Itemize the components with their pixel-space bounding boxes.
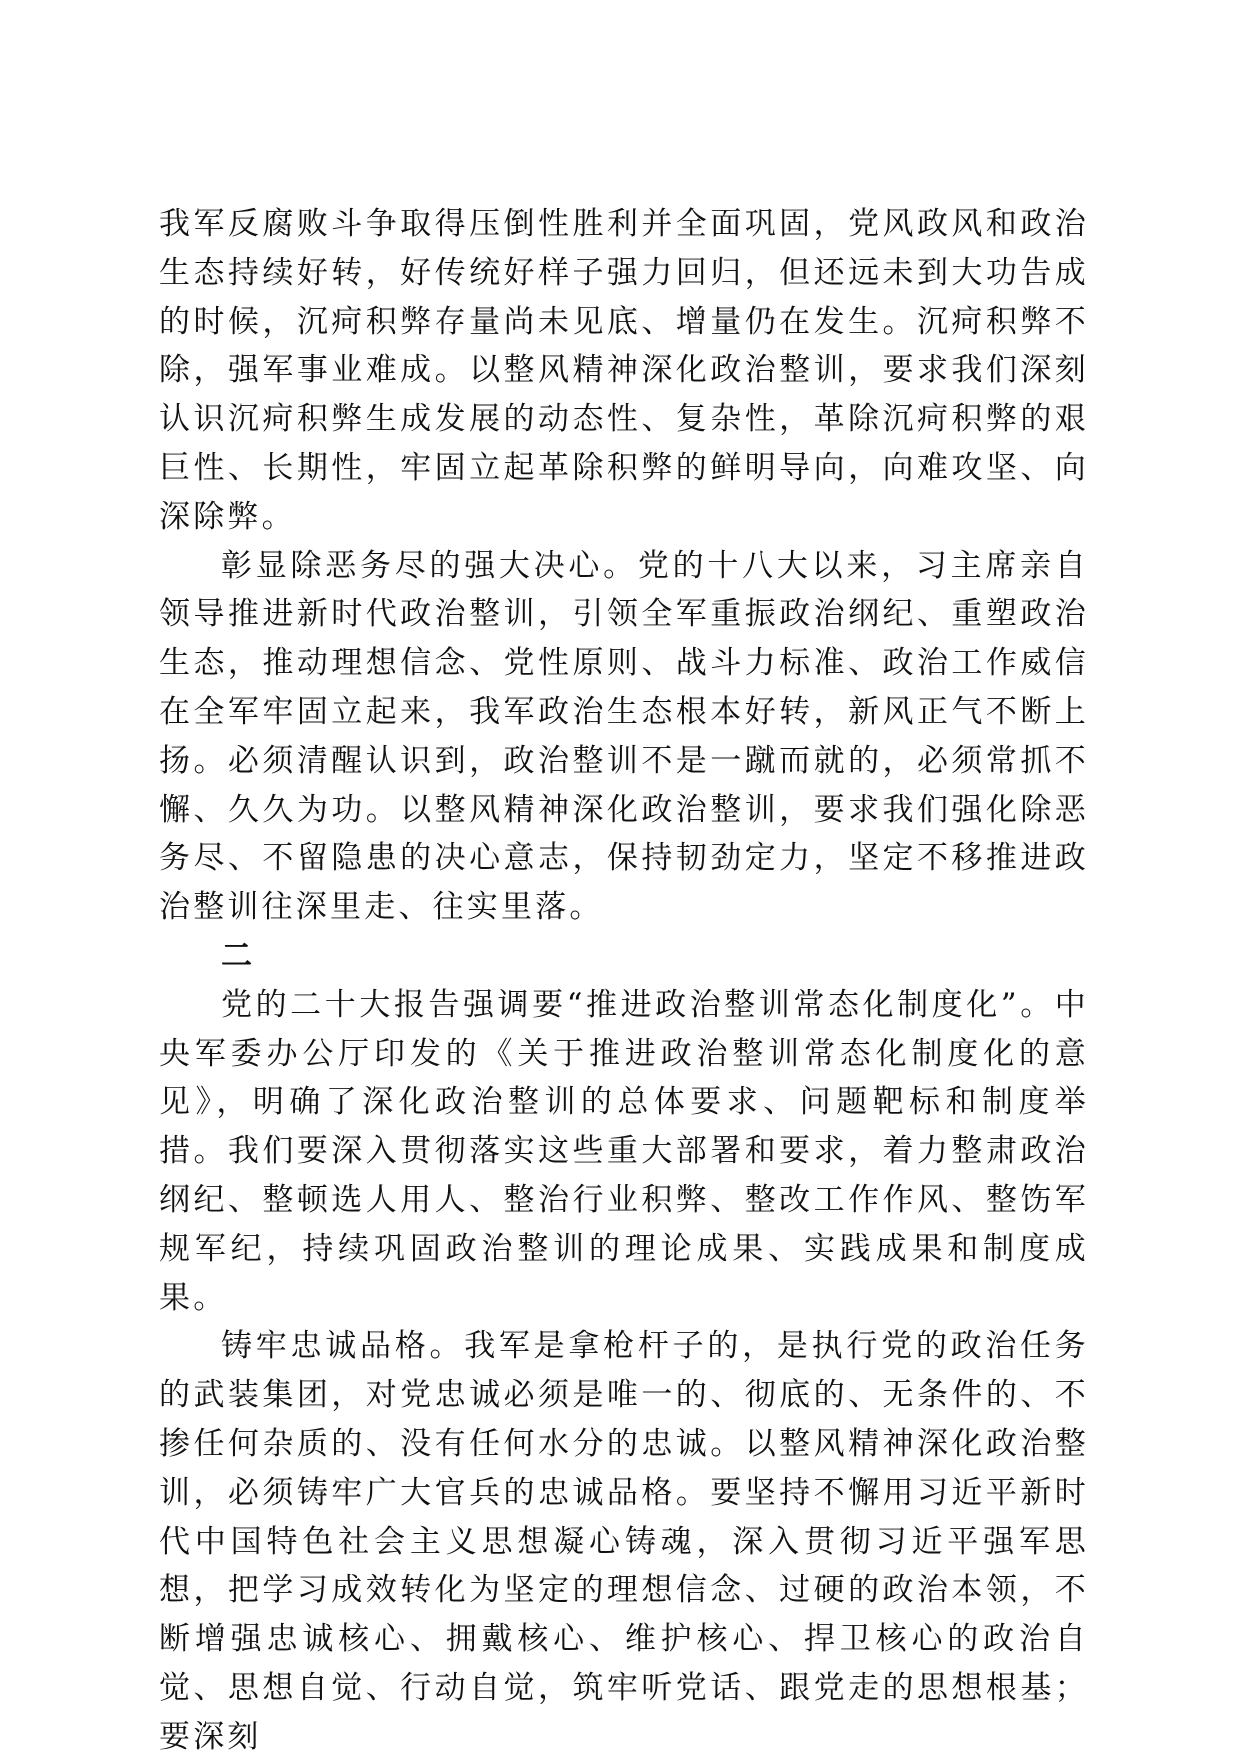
- document-page: [159, 200, 1089, 1762]
- paragraph-continued: 我军反腐败斗争取得压倒性胜利并全面巩固，党风政风和政治生态持续好转，好传统好样子强力回归，但还远未到大功告成的时候，沉疴积弊存量尚未见底、增量仍在发生。沉疴积弊不除，强军事业难成。以整风精神深化政治整训，要求我们深刻认识沉疴积弊生成发展的动态性、复杂性，革除沉疴积弊的艰巨性、长期性，牢固立起革除积弊的鲜明导向，向难攻坚、向深除弊。: [159, 206, 1089, 535]
- paragraph-loyalty: 铸牢忠诚品格。我军是拿枪杆子的，是执行党的政治任务的武装集团，对党忠诚必须是唯一的、彻底的、无条件的、不掺任何杂质的、没有任何水分的忠诚。以整风精神深化政治整训，必须铸牢广大官兵的忠诚品格。要坚持不懈用习近平新时代中国特色社会主义思想凝心铸魂，深入贯彻习近平强军思想，把学习成效转化为坚定的理想信念、过硬的政治本领，不断增强忠诚核心、拥戴核心、维护核心、捍卫核心的政治自觉、思想自觉、行动自觉，筑牢听党话、跟党走的思想根基；要深刻: [159, 1328, 1089, 1755]
- paragraph-twentieth-congress: 党的二十大报告强调要“推进政治整训常态化制度化”。中央军委办公厅印发的《关于推进政治整训常态化制度化的意见》，明确了深化政治整训的总体要求、问题靶标和制度举措。我们要深入贯彻落实这些重大部署和要求，着力整肃政治纲纪、整顿选人用人、整治行业积弊、整改工作作风、整饬军规军纪，持续巩固政治整训的理论成果、实践成果和制度成果。: [159, 986, 1089, 1316]
- paragraph-determination: 彰显除恶务尽的强大决心。党的十八大以来，习主席亲自领导推进新时代政治整训，引领全军重振政治纲纪、重塑政治生态，推动理想信念、党性原则、战斗力标准、政治工作威信在全军牢固立起来，我军政治生态根本好转，新风正气不断上扬。必须清醒认识到，政治整训不是一蹴而就的，必须常抓不懈、久久为功。以整风精神深化政治整训，要求我们强化除恶务尽、不留隐患的决心意志，保持韧劲定力，坚定不移推进政治整训往深里走、往实里落。: [159, 547, 1089, 926]
- section-heading-two: 二: [221, 937, 256, 974]
